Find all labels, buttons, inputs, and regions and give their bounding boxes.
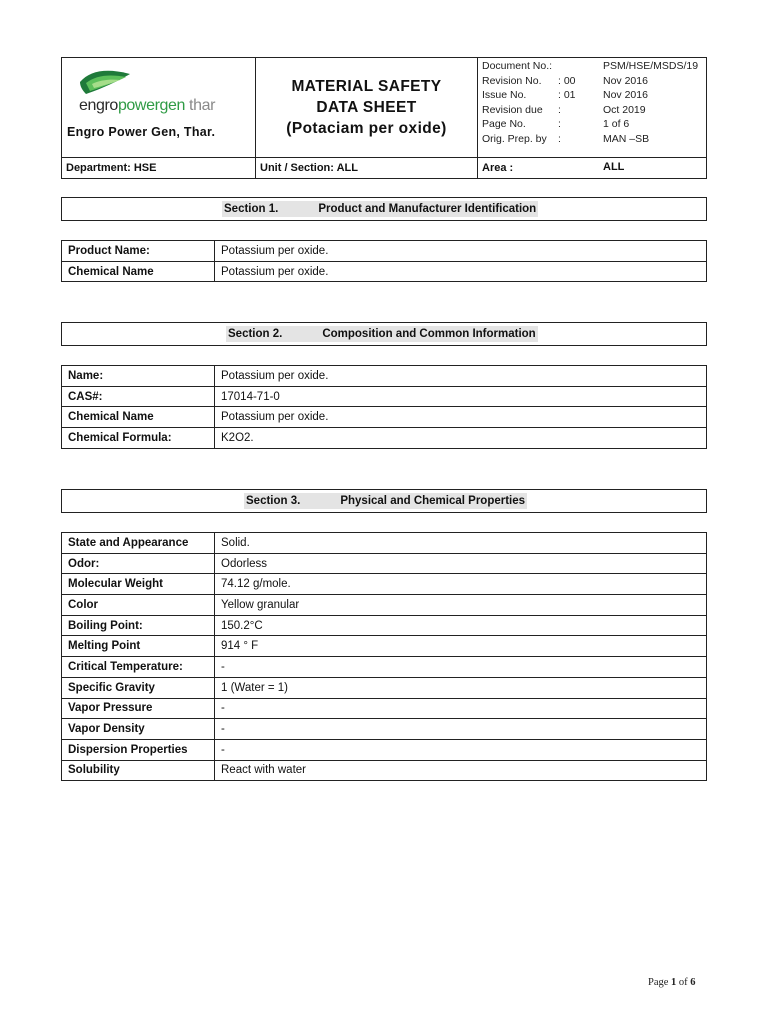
area-label: Area :	[482, 162, 514, 174]
table-row	[62, 553, 707, 574]
section-heading-label: Section 2. Composition and Common Information	[228, 328, 536, 340]
field-label: State and Appearance	[62, 533, 215, 554]
company-name: Engro Power Gen, Thar.	[67, 125, 216, 139]
field-label: Chemical Name	[62, 261, 215, 282]
table-row	[62, 574, 707, 595]
field-label: Melting Point	[62, 636, 215, 657]
field-label: Color	[62, 595, 215, 616]
field-value: 914 ° F	[215, 636, 707, 657]
header-divider	[477, 58, 478, 178]
table-row	[62, 428, 707, 449]
meta-row: Document No.: PSM/HSE/MSDS/19	[482, 60, 699, 72]
logo-wordmark: engropowergen thar	[79, 97, 216, 114]
field-value: Potassium per oxide.	[215, 366, 707, 387]
title-line: DATA SHEET	[316, 99, 417, 116]
field-label: Product Name:	[62, 241, 215, 262]
field-label: CAS#:	[62, 386, 215, 407]
document-meta	[480, 59, 708, 146]
section-1-table	[61, 240, 707, 282]
field-label: Chemical Name	[62, 407, 215, 428]
field-label: Critical Temperature:	[62, 657, 215, 678]
section-3-heading	[61, 489, 707, 513]
field-value: K2O2.	[215, 428, 707, 449]
table-row	[62, 657, 707, 678]
field-value: Potassium per oxide.	[215, 241, 707, 262]
table-row	[62, 760, 707, 781]
table-row	[62, 595, 707, 616]
field-label: Vapor Pressure	[62, 698, 215, 719]
meta-row: Revision due : Oct 2019	[482, 103, 646, 116]
field-label: Specific Gravity	[62, 677, 215, 698]
table-row	[62, 241, 707, 262]
field-value: Potassium per oxide.	[215, 407, 707, 428]
table-row	[62, 386, 707, 407]
field-label: Vapor Density	[62, 719, 215, 740]
field-value: -	[215, 719, 707, 740]
table-row	[62, 739, 707, 760]
company-logo	[72, 68, 247, 123]
field-value: 1 (Water = 1)	[215, 677, 707, 698]
logo-leaf-icon	[76, 68, 136, 98]
unit-section-label: Unit / Section: ALL	[260, 162, 358, 174]
section-heading-label: Section 3. Physical and Chemical Properties	[246, 495, 526, 507]
field-value: 17014-71-0	[215, 386, 707, 407]
table-row	[62, 698, 707, 719]
table-row	[62, 615, 707, 636]
section-3-table	[61, 532, 707, 781]
title-line: MATERIAL SAFETY	[291, 78, 442, 95]
field-value: -	[215, 698, 707, 719]
department-label: Department: HSE	[66, 162, 157, 174]
title-line: (Potaciam per oxide)	[286, 120, 447, 137]
field-label: Name:	[62, 366, 215, 387]
section-heading-label: Section 1. Product and Manufacturer Identification	[224, 203, 537, 215]
field-value: -	[215, 739, 707, 760]
table-row	[62, 677, 707, 698]
section-1-heading	[61, 197, 707, 221]
field-label: Odor:	[62, 553, 215, 574]
meta-row: Page No. : 1 of 6	[482, 118, 630, 130]
table-row	[62, 533, 707, 554]
page-number: Page 1 of 6	[648, 977, 696, 988]
field-label: Molecular Weight	[62, 574, 215, 595]
field-value: React with water	[215, 760, 707, 781]
field-value: 150.2°C	[215, 615, 707, 636]
table-row	[62, 261, 707, 282]
meta-row: Orig. Prep. by : MAN –SB	[482, 132, 650, 145]
section-2-table	[61, 365, 707, 449]
field-value: -	[215, 657, 707, 678]
field-value: Potassium per oxide.	[215, 261, 707, 282]
meta-row: Revision No. : 00 Nov 2016	[482, 74, 648, 87]
field-label: Boiling Point:	[62, 615, 215, 636]
field-value: Odorless	[215, 553, 707, 574]
field-value: Yellow granular	[215, 595, 707, 616]
document-title	[256, 76, 477, 139]
field-label: Chemical Formula:	[62, 428, 215, 449]
field-label: Dispersion Properties	[62, 739, 215, 760]
table-row	[62, 407, 707, 428]
table-row	[62, 366, 707, 387]
table-row	[62, 636, 707, 657]
meta-row: Issue No. : 01 Nov 2016	[482, 89, 648, 101]
section-2-heading	[61, 322, 707, 346]
document-header	[61, 57, 707, 179]
field-label: Solubility	[62, 760, 215, 781]
table-row	[62, 719, 707, 740]
field-value: 74.12 g/mole.	[215, 574, 707, 595]
area-value: ALL	[603, 161, 625, 173]
field-value: Solid.	[215, 533, 707, 554]
